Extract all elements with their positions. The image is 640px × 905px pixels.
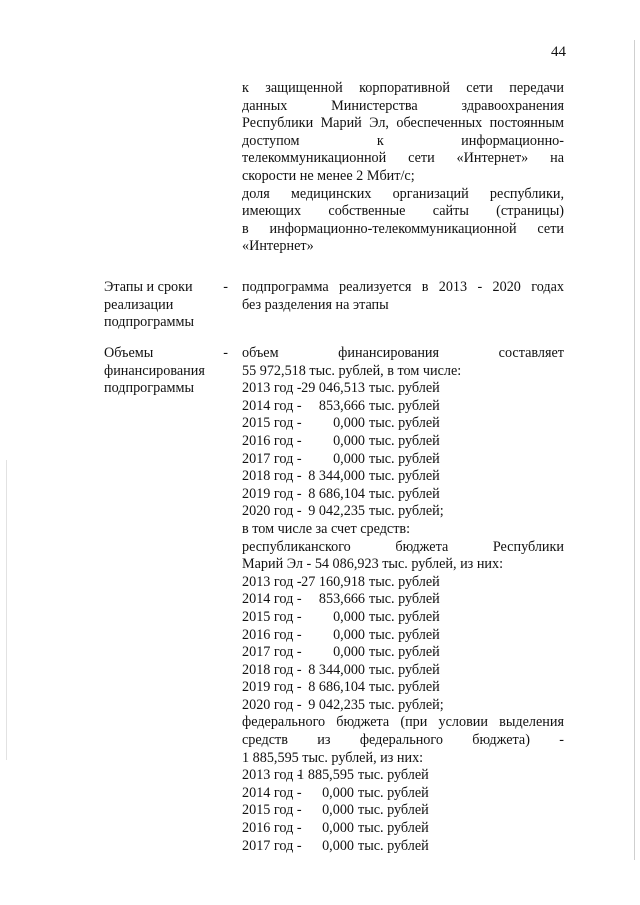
year-unit: тыс. рублей	[369, 573, 440, 590]
year-row	[242, 380, 564, 398]
year-amount: 0,000	[333, 644, 365, 661]
year-amount: 0,000	[322, 784, 354, 801]
year-amount: 27 160,918	[301, 573, 365, 590]
year-row	[242, 503, 564, 521]
year-row	[242, 574, 564, 592]
year-row	[242, 767, 564, 785]
label-dash: -	[223, 345, 228, 361]
federal-years-list	[242, 767, 564, 855]
year-unit: тыс. рублей	[358, 784, 429, 801]
year-row	[242, 627, 564, 645]
year-row	[242, 398, 564, 416]
text-line: телекоммуникационной сети «Интернет» на	[242, 150, 564, 167]
year-label: 2013 год -	[242, 767, 302, 784]
year-label: 2017 год -	[242, 450, 302, 467]
year-label: 2020 год -	[242, 696, 302, 713]
year-row	[242, 451, 564, 469]
year-amount: 9 042,235	[308, 503, 365, 520]
year-unit: тыс. рублей	[358, 820, 429, 837]
year-amount: 8 686,104	[308, 679, 365, 696]
year-label: 2018 год -	[242, 661, 302, 678]
year-label: 2016 год -	[242, 432, 302, 449]
year-unit: тыс. рублей;	[369, 503, 444, 520]
year-unit: тыс. рублей	[358, 767, 429, 784]
year-unit: тыс. рублей	[358, 837, 429, 854]
year-row	[242, 697, 564, 715]
label-line: подпрограммы	[104, 380, 194, 397]
text-line: доступом к информационно-	[242, 132, 564, 149]
text-line: скорости не менее 2 Мбит/с;	[242, 167, 415, 184]
label-dash: -	[223, 279, 228, 295]
year-unit: тыс. рублей	[369, 468, 440, 485]
label-text: Этапы и сроки	[104, 279, 193, 295]
year-amount: 0,000	[333, 608, 365, 625]
year-label: 2016 год -	[242, 820, 302, 837]
republic-years-list	[242, 574, 564, 715]
text-line: объем финансирования составляет	[242, 345, 564, 361]
year-amount: 8 686,104	[308, 485, 365, 502]
label-text: Объемы	[104, 345, 154, 361]
label-line: реализации	[104, 296, 174, 313]
year-row	[242, 486, 564, 504]
year-row	[242, 644, 564, 662]
year-label: 2014 год -	[242, 784, 302, 801]
year-amount: 0,000	[333, 626, 365, 643]
year-unit: тыс. рублей;	[369, 696, 444, 713]
text-line: данных Министерства здравоохранения	[242, 97, 564, 114]
year-unit: тыс. рублей	[369, 432, 440, 449]
year-unit: тыс. рублей	[369, 591, 440, 608]
year-amount: 0,000	[322, 802, 354, 819]
year-unit: тыс. рублей	[369, 485, 440, 502]
year-row	[242, 785, 564, 803]
year-unit: тыс. рублей	[369, 626, 440, 643]
year-row	[242, 468, 564, 486]
year-row	[242, 802, 564, 820]
text-line: 55 972,518 тыс. рублей, в том числе:	[242, 362, 462, 379]
text-line: без разделения на этапы	[242, 296, 389, 313]
year-unit: тыс. рублей	[369, 679, 440, 696]
year-label: 2015 год -	[242, 802, 302, 819]
year-unit: тыс. рублей	[358, 802, 429, 819]
year-label: 2013 год -	[242, 380, 302, 397]
year-unit: тыс. рублей	[369, 380, 440, 397]
text-line: федерального бюджета (при условии выделения	[242, 714, 564, 731]
text-line: Республики Марий Эл, обеспеченных постоянным	[242, 115, 564, 132]
year-label: 2018 год -	[242, 468, 302, 485]
year-amount: 0,000	[333, 415, 365, 432]
year-label: 2019 год -	[242, 679, 302, 696]
year-row	[242, 662, 564, 680]
text-line: республиканского бюджета Республики	[242, 538, 564, 555]
year-unit: тыс. рублей	[369, 608, 440, 625]
year-amount: 0,000	[322, 837, 354, 854]
year-amount: 8 344,000	[308, 468, 365, 485]
year-row	[242, 679, 564, 697]
text-line: подпрограмма реализуется в 2013 - 2020 годах	[242, 279, 564, 295]
year-row	[242, 838, 564, 856]
year-label: 2017 год -	[242, 837, 302, 854]
text-line: в информационно-телекоммуникационной сети	[242, 220, 564, 237]
year-unit: тыс. рублей	[369, 450, 440, 467]
label-line	[104, 345, 228, 363]
year-unit: тыс. рублей	[369, 661, 440, 678]
block1-text	[242, 80, 564, 256]
year-amount: 0,000	[333, 450, 365, 467]
year-amount: 1 885,595	[297, 767, 354, 784]
total-years-list	[242, 380, 564, 521]
scan-artifact	[634, 40, 635, 860]
year-amount: 853,666	[318, 397, 365, 414]
year-amount: 0,000	[333, 432, 365, 449]
financing-label	[104, 345, 228, 398]
label-line: финансирования	[104, 362, 205, 379]
year-label: 2017 год -	[242, 644, 302, 661]
page-number: 44	[551, 44, 566, 60]
year-label: 2020 год -	[242, 503, 302, 520]
year-amount: 0,000	[322, 820, 354, 837]
text-line: в том числе за счет средств:	[242, 520, 411, 537]
year-label: 2014 год -	[242, 397, 302, 414]
year-row	[242, 433, 564, 451]
year-label: 2019 год -	[242, 485, 302, 502]
year-row	[242, 609, 564, 627]
year-amount: 8 344,000	[308, 661, 365, 678]
year-amount: 29 046,513	[301, 380, 365, 397]
label-line: подпрограммы	[104, 314, 194, 331]
year-label: 2016 год -	[242, 626, 302, 643]
stages-label	[104, 279, 228, 332]
year-row	[242, 820, 564, 838]
year-row	[242, 591, 564, 609]
year-amount: 853,666	[318, 591, 365, 608]
text-line: 1 885,595 тыс. рублей, из них:	[242, 749, 424, 766]
label-line	[104, 279, 228, 297]
financing-text	[242, 345, 564, 855]
text-line: «Интернет»	[242, 238, 314, 255]
text-line: имеющих собственные сайты (страницы)	[242, 203, 564, 220]
text-line: Марий Эл - 54 086,923 тыс. рублей, из них:	[242, 556, 504, 573]
year-label: 2014 год -	[242, 591, 302, 608]
text-line: средств из федерального бюджета) -	[242, 732, 564, 749]
scan-artifact	[6, 460, 7, 760]
text-line: к защищенной корпоративной сети передачи	[242, 80, 564, 96]
year-label: 2015 год -	[242, 608, 302, 625]
text-line: доля медицинских организаций республики,	[242, 185, 564, 202]
year-unit: тыс. рублей	[369, 644, 440, 661]
year-label: 2015 год -	[242, 415, 302, 432]
stages-text	[242, 279, 564, 314]
year-unit: тыс. рублей	[369, 397, 440, 414]
year-unit: тыс. рублей	[369, 415, 440, 432]
year-row	[242, 415, 564, 433]
year-label: 2013 год -	[242, 573, 302, 590]
year-amount: 9 042,235	[308, 696, 365, 713]
